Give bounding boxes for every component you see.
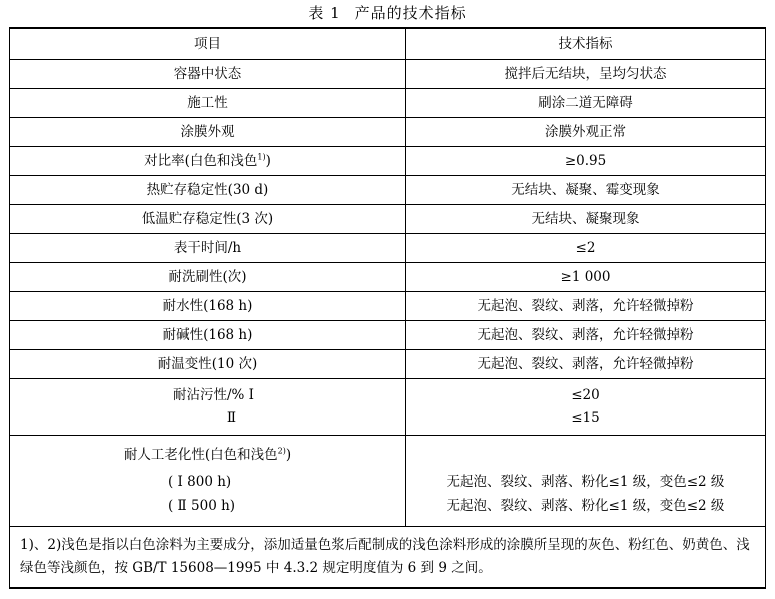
table-row bbox=[10, 350, 766, 379]
aging-sub-1: ( Ⅰ 800 h) bbox=[168, 474, 232, 490]
row-spec: ≤2 bbox=[406, 234, 766, 263]
aging-item-text: 耐人工老化性(白色和浅色 bbox=[123, 447, 278, 463]
table-row bbox=[10, 263, 766, 292]
row-spec: 涂膜外观正常 bbox=[406, 118, 766, 147]
footnote-marker: 2) bbox=[277, 446, 286, 456]
row-spec: 无起泡、裂纹、剥落，允许轻微掉粉 bbox=[406, 321, 766, 350]
row-spec: 无起泡、裂纹、剥落，允许轻微掉粉 bbox=[406, 350, 766, 379]
row-item: 耐洗刷性(次) bbox=[10, 263, 406, 292]
table-row bbox=[10, 234, 766, 263]
aging-spec-1: 无起泡、裂纹、剥落、粉化≤1 级，变色≤2 级 bbox=[446, 474, 725, 490]
row-item: 耐温变性(10 次) bbox=[10, 350, 406, 379]
aging-item-tail: ) bbox=[285, 447, 292, 463]
row-item: 涂膜外观 bbox=[10, 118, 406, 147]
row-spec: 无起泡、裂纹、剥落，允许轻微掉粉 bbox=[406, 292, 766, 321]
row-item: 热贮存稳定性(30 d) bbox=[10, 176, 406, 205]
table-title: 产品的技术指标 bbox=[354, 4, 467, 22]
row-item: 低温贮存稳定性(3 次) bbox=[10, 205, 406, 234]
spec-table bbox=[9, 27, 766, 589]
header-row bbox=[10, 28, 766, 60]
row-spec: 搅拌后无结块，呈均匀状态 bbox=[406, 60, 766, 89]
table-footnote: 1)、2)浅色是指以白色涂料为主要成分，添加适量色浆后配制成的浅色涂料形成的涂膜所呈现的灰色、粉红色、奶黄色、浅绿色等浅颜色，按 GB/T 15608—1995 中 4.3.2 规定明度值为 6 到 9 之间。 bbox=[10, 527, 766, 589]
table-row bbox=[10, 292, 766, 321]
stain-spec bbox=[406, 379, 766, 436]
aging-item-label bbox=[10, 444, 405, 466]
table-row-stain-resistance bbox=[10, 379, 766, 436]
row-spec: 无结块、凝聚现象 bbox=[406, 205, 766, 234]
aging-spec bbox=[406, 436, 766, 527]
stain-item-grade-2: Ⅱ bbox=[226, 410, 237, 426]
row-item bbox=[10, 147, 406, 176]
stain-item bbox=[10, 379, 406, 436]
aging-sub-2: ( Ⅱ 500 h) bbox=[168, 498, 236, 514]
header-spec: 技术指标 bbox=[406, 28, 766, 60]
row-item-text: 对比率(白色和浅色 bbox=[144, 153, 258, 169]
aging-spec-spacer bbox=[406, 444, 765, 470]
table-number: 表 1 bbox=[308, 4, 341, 22]
stain-spec-grade-2: ≤15 bbox=[571, 410, 600, 426]
table-row bbox=[10, 176, 766, 205]
table-caption bbox=[0, 3, 775, 23]
table-row bbox=[10, 60, 766, 89]
row-item: 容器中状态 bbox=[10, 60, 406, 89]
footnote-marker: 1) bbox=[257, 152, 266, 162]
row-spec: ≥0.95 bbox=[406, 147, 766, 176]
row-item: 耐碱性(168 h) bbox=[10, 321, 406, 350]
row-item-tail: ) bbox=[265, 153, 271, 169]
row-item: 施工性 bbox=[10, 89, 406, 118]
row-spec: 无结块、凝聚、霉变现象 bbox=[406, 176, 766, 205]
aging-spec-2: 无起泡、裂纹、剥落、粉化≤1 级，变色≤2 级 bbox=[446, 498, 725, 514]
table-row bbox=[10, 205, 766, 234]
aging-item bbox=[10, 436, 406, 527]
row-item: 表干时间/h bbox=[10, 234, 406, 263]
stain-spec-grade-1: ≤20 bbox=[571, 387, 600, 403]
row-spec: ≥1 000 bbox=[406, 263, 766, 292]
table-row bbox=[10, 321, 766, 350]
table-row bbox=[10, 147, 766, 176]
stain-item-label: 耐沾污性/% Ⅰ bbox=[173, 387, 254, 403]
row-spec: 刷涂二道无障碍 bbox=[406, 89, 766, 118]
table-row bbox=[10, 89, 766, 118]
table-footnote-row bbox=[10, 527, 766, 589]
row-item: 耐水性(168 h) bbox=[10, 292, 406, 321]
table-row-artificial-aging bbox=[10, 436, 766, 527]
table-row bbox=[10, 118, 766, 147]
header-item: 项目 bbox=[10, 28, 406, 60]
